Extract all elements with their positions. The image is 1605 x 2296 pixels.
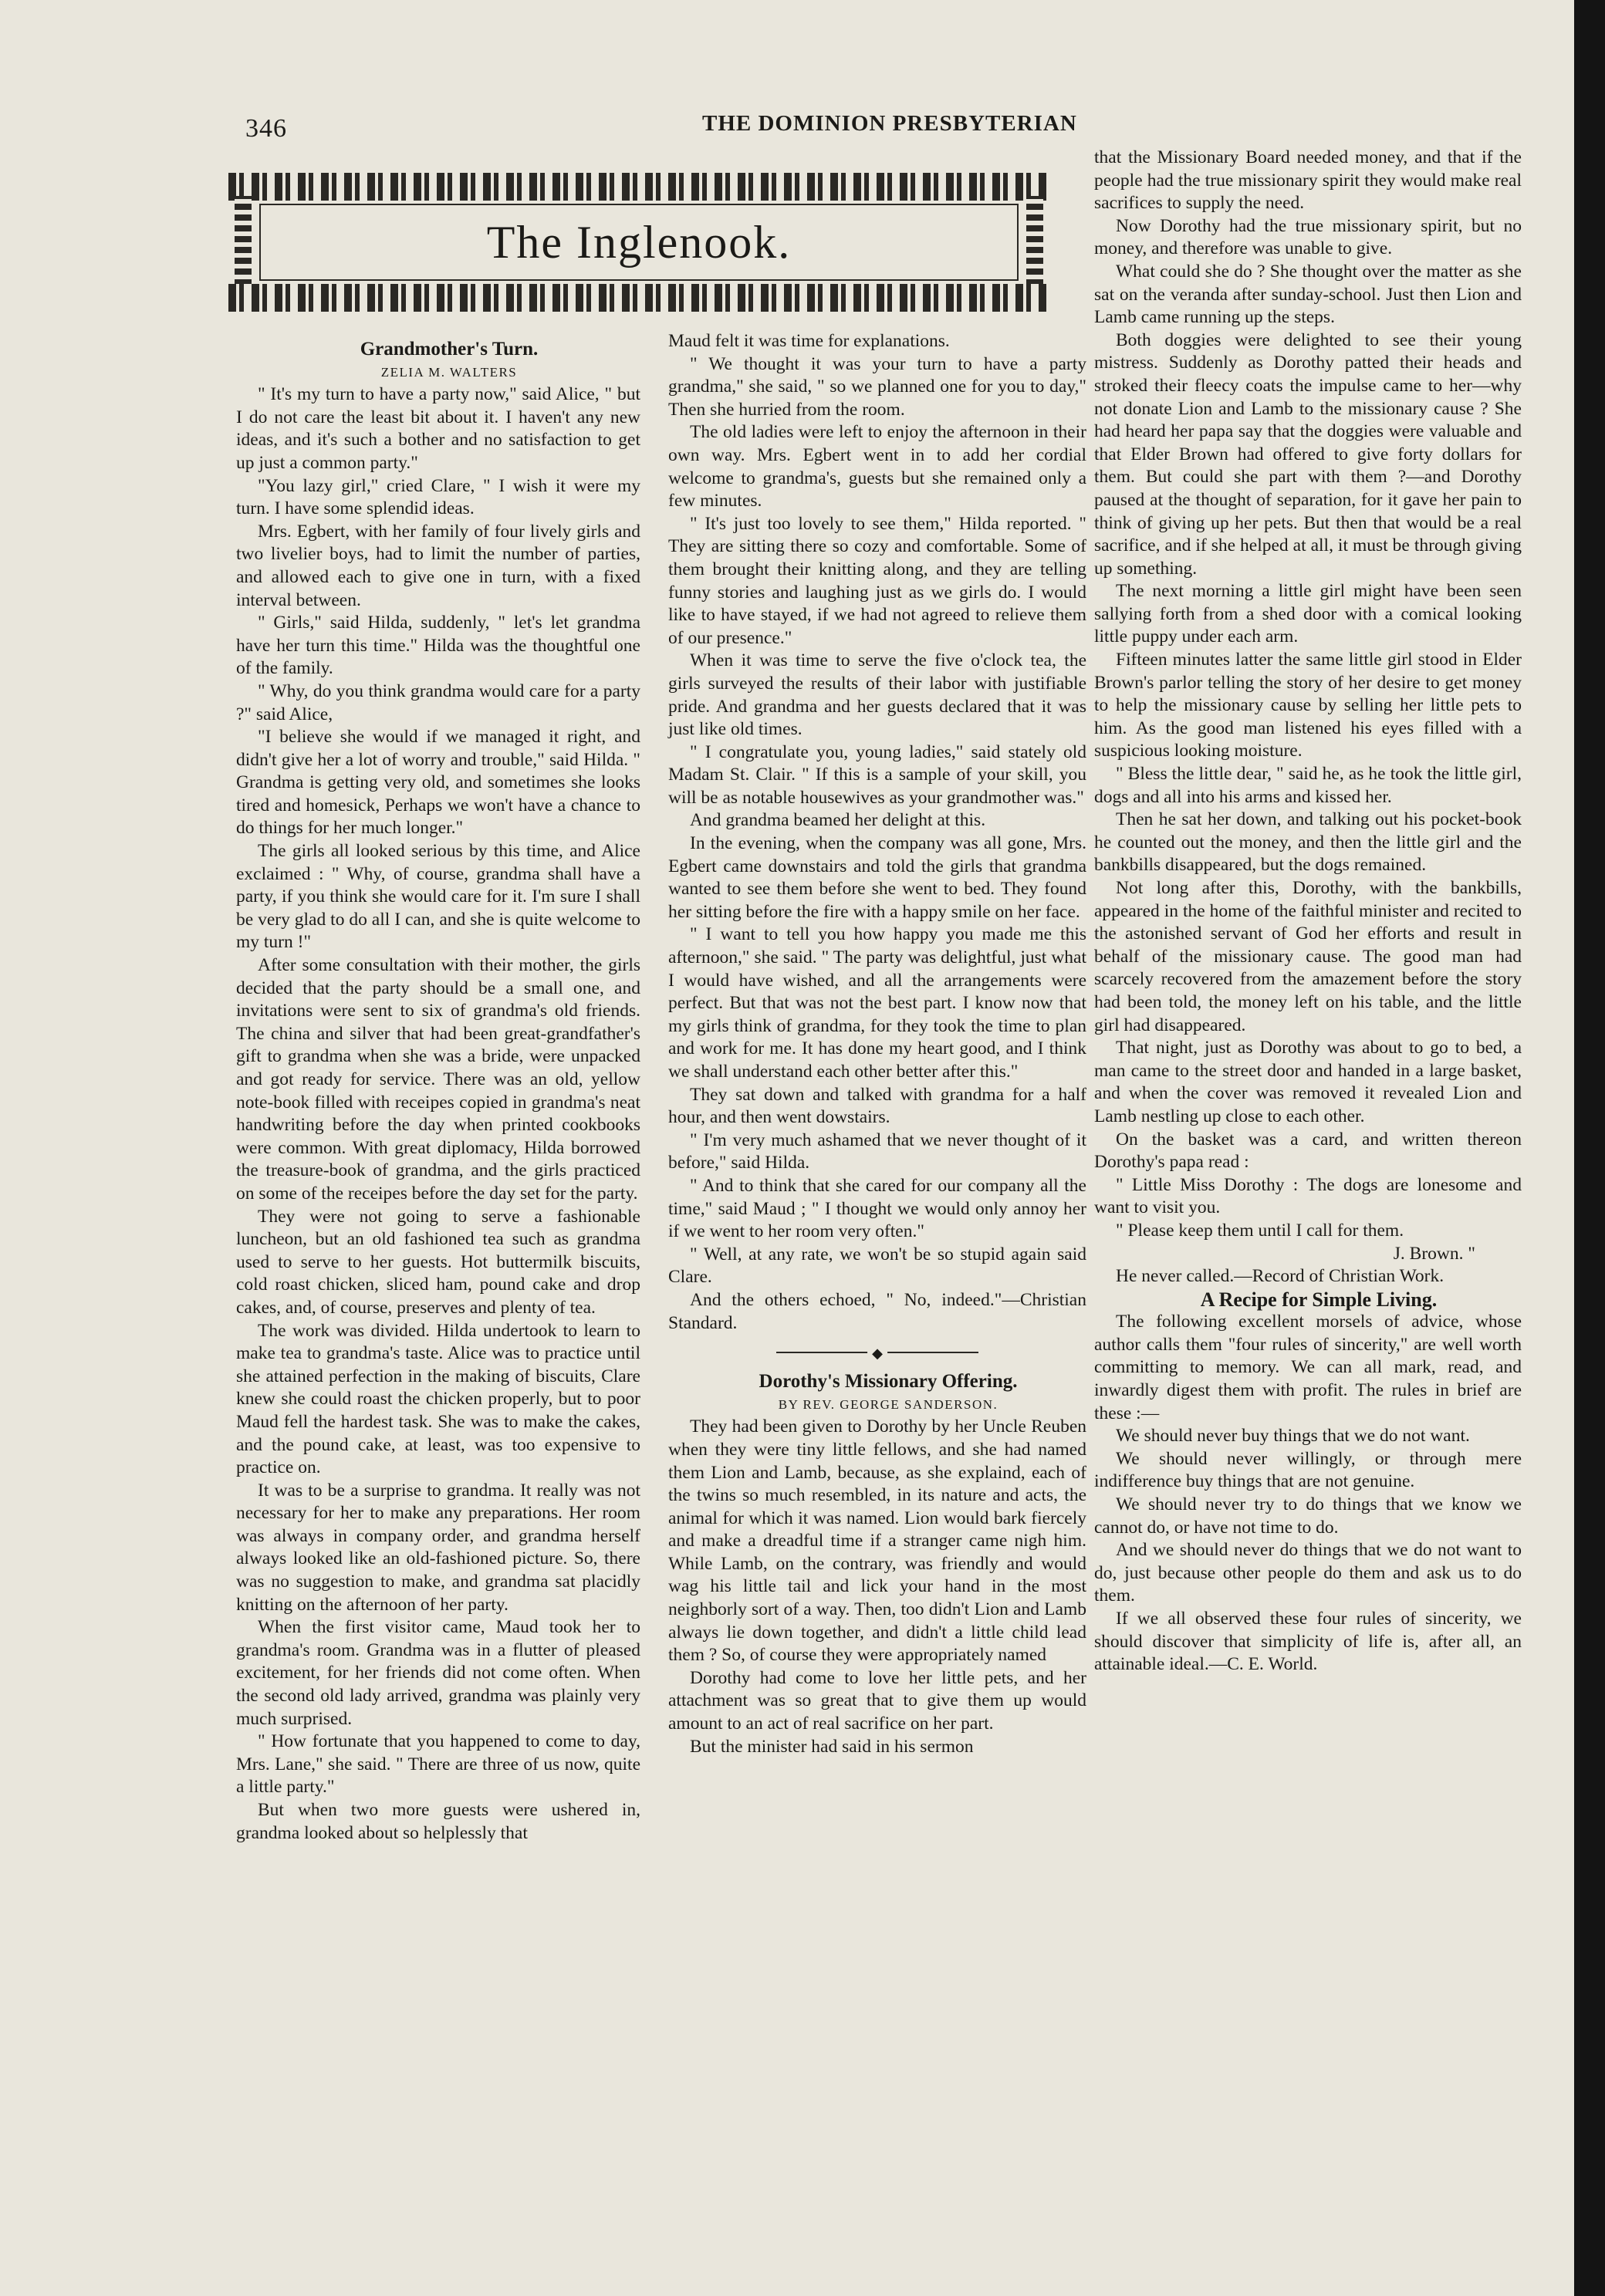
paragraph: " Please keep them until I call for them. bbox=[1116, 1220, 1404, 1241]
page-number: 346 bbox=[245, 114, 287, 143]
running-head: THE DOMINION PRESBYTERIAN bbox=[702, 111, 1077, 136]
paragraph: Both doggies were delighted to see their young mistress. Suddenly as Dorothy patted their heads and stroked their fleecy coats the impulse came to her—why not donate Lion and Lamb to the missionary cause ? She had heard her papa say that the doggies were valuable and that Elder Brown had offered to give forty dollars for them. But could she part with them ?—and Dorothy paused at the thought of separation, for it gave her pain to think of giving up her pets. But then that would be a real sacrifice, and if she helped at all, it must be through giving up something. bbox=[1094, 329, 1522, 579]
paragraph: " It's my turn to have a party now," said Alice, " but I do not care the least bit about it. I haven't any new ideas, and it's such a bother and no satisfaction to get up just a common party." bbox=[236, 384, 640, 473]
paragraph: Mrs. Egbert, with her family of four lively girls and two livelier boys, had to limit the number of parties, and allowed each to give one in turn, with a fixed interval between. bbox=[236, 521, 640, 610]
paragraph: " Girls," said Hilda, suddenly, " let's let grandma have her turn this time." Hilda was the thoughtful one of the family. bbox=[236, 613, 640, 679]
paragraph: that the Missionary Board needed money, and that if the people had the true missionary spirit they would make real sacrifices to supply the need. bbox=[1094, 147, 1522, 214]
paragraph: They were not going to serve a fashionable luncheon, but an old fashioned tea such as grandma used to serve to her guests. Hot buttermilk biscuits, cold roast chicken, sliced ham, pound cake and drop cakes, and, of course, preserves and plenty of tea. bbox=[236, 1206, 640, 1318]
paragraph: If we all observed these four rules of sincerity, we should discover that simplicity of life is, after all, an attainable ideal.—C. E. World. bbox=[1094, 1609, 1522, 1675]
paragraph: " I want to tell you how happy you made me this afternoon," she said. " The party was delightful, just what I would have wished, and all the arrangements were perfect. But that was not the best part. I know now that my girls think of grandma, for they took the time to plan and work for me. It has done my heart good, and I think we shall understand each other better after this." bbox=[668, 924, 1086, 1082]
paragraph: It was to be a surprise to grandma. It really was not necessary for her to make any preparations. Her room was always in company order, and grandma herself always looked like an old-fashioned picture. So, there was no suggestion to make, and grandma sat placidly knitting on the afternoon of her party. bbox=[236, 1480, 640, 1615]
paragraph: Now Dorothy had the true missionary spirit, but no money, and therefore was unable to give. bbox=[1094, 215, 1522, 259]
paragraph: " Little Miss Dorothy : The dogs are lonesome and want to visit you. bbox=[1094, 1174, 1522, 1218]
paragraph: Fifteen minutes latter the same little girl stood in Elder Brown's parlor telling the story of her desire to get money to help the missionary cause by selling her little pets to him. As the good man listened his eyes filled with a suspicious looking moisture. bbox=[1094, 650, 1522, 761]
divider-ornament: ◆ bbox=[867, 1342, 887, 1366]
paragraph: When the first visitor came, Maud took her to grandma's room. Grandma was in a flutter of pleased excitement, for her friends did not come often. When the second old lady arrived, grandma was plainly very much surprised. bbox=[236, 1617, 640, 1729]
paragraph: They had been given to Dorothy by her Uncle Reuben when they were tiny little fellows, and she had named them Lion and Lamb, because, as she explaind, each of the twins so much resembled, in its nature and acts, the animal for which it was named. Lion would bark fiercely and make a dreadful time if a stranger came nigh him. While Lamb, on the contrary, was friendly and would wag his little tail and lick your hand in the most neighborly sort of a way. Then, too didn't Lion and Lamb always lie down together, and didn't a little child lead them ? So, of course they were appropriately named bbox=[668, 1416, 1086, 1666]
article-byline-walters: ZELIA M. WALTERS bbox=[380, 364, 518, 380]
paragraph: We should never buy things that we do not want. bbox=[1116, 1426, 1470, 1447]
paragraph: Dorothy had come to love her little pets, and her attachment was so great that to give them up would amount to an act of real sacrifice on her part. bbox=[668, 1667, 1086, 1734]
paragraph: Maud felt it was time for explanations. bbox=[668, 331, 950, 351]
section-banner bbox=[228, 165, 1049, 316]
paragraph: " It's just too lovely to see them," Hilda reported. " They are sitting there so cozy and comfortable. Some of them brought their knitting along, and they are telling funny stories and laughing just as we girls do. I would like to have stayed, if we had not agreed to relieve them of our presence." bbox=[668, 513, 1086, 648]
paragraph: The following excellent morsels of advice, whose author calls them "four rules of sincerity," are well worth committing to memory. We can all mark, read, and inwardly digest them with profit. The rules in brief are these :— bbox=[1094, 1312, 1522, 1423]
article-divider bbox=[668, 1342, 1086, 1362]
ornament-border-top bbox=[228, 173, 1049, 201]
section-title-frame bbox=[259, 204, 1019, 281]
column-2 bbox=[668, 330, 1086, 1758]
article-byline-sanderson: BY REV. GEORGE SANDERSON. bbox=[778, 1396, 998, 1412]
paragraph: When it was time to serve the five o'clock tea, the girls surveyed the results of their labor with justifiable pride. And grandma and her guests declared that it was just like old times. bbox=[668, 650, 1086, 740]
paragraph: The next morning a little girl might have been seen sallying forth from a shed door with a comical looking little puppy under each arm. bbox=[1094, 581, 1522, 647]
paragraph: We should never willingly, or through mere indifference buy things that are not genuine. bbox=[1094, 1448, 1522, 1492]
paragraph: " How fortunate that you happened to come to day, Mrs. Lane," she said. " There are three of us now, quite a little party." bbox=[236, 1731, 640, 1798]
column-3 bbox=[1094, 147, 1522, 1676]
paragraph: " I congratulate you, young ladies," said stately old Madam St. Clair. " If this is a sample of your skill, you will be as notable housewives as your grandmother was." bbox=[668, 741, 1086, 808]
paragraph: " Well, at any rate, we won't be so stupid again said Clare. bbox=[668, 1244, 1086, 1288]
paragraph: Not long after this, Dorothy, with the bankbills, appeared in the home of the faithful minister and recited to the astonished servant of God her efforts and result in behalf of the missionary cause. The good man had scarcely recovered from the amazement before the story had been told, the money left on his table, and the little girl had disappeared. bbox=[1094, 878, 1522, 1035]
paragraph: That night, just as Dorothy was about to go to bed, a man came to the street door and handed in a large basket, and when the cover was removed it revealed Lion and Lamb nestling up close to each other. bbox=[1094, 1038, 1522, 1126]
article-title-dorothys-offering: Dorothy's Missionary Offering. bbox=[759, 1371, 1018, 1393]
paragraph: " I'm very much ashamed that we never thought of it before," said Hilda. bbox=[668, 1129, 1086, 1173]
article-title-grandmothers-turn: Grandmother's Turn. bbox=[360, 339, 539, 360]
paragraph: The girls all looked serious by this time, and Alice exclaimed : " Why, of course, grandma shall have a party, if you think she would care for it. I'm sure I shall be very glad to do all I can, and she is quite welcome to my turn !" bbox=[236, 841, 640, 953]
paragraph: " Bless the little dear, " said he, as he took the little girl, dogs and all into his arms and kissed her. bbox=[1094, 764, 1522, 807]
letter-signature: J. Brown. " bbox=[1393, 1243, 1475, 1264]
ornament-border-bottom bbox=[228, 284, 1049, 312]
section-title: The Inglenook. bbox=[486, 216, 792, 268]
paragraph: " Why, do you think grandma would care for a party ?" said Alice, bbox=[236, 680, 640, 724]
paragraph: But when two more guests were ushered in, grandma looked about so helplessly that bbox=[236, 1800, 640, 1843]
paragraph: But the minister had said in his sermon bbox=[690, 1736, 974, 1757]
ornament-border-left bbox=[235, 196, 252, 285]
scan-edge bbox=[1574, 0, 1605, 2296]
paragraph: "I believe she would if we managed it right, and didn't give her a lot of worry and trouble," said Hilda. " Grandma is getting very old, and sometimes she looks tired and homesick, Perhaps we won't have a chance to do things for her much longer." bbox=[236, 727, 640, 839]
paragraph: They sat down and talked with grandma for a half hour, and then went dowstairs. bbox=[668, 1084, 1086, 1128]
paragraph: And the others echoed, " No, indeed."—Christian Standard. bbox=[668, 1289, 1086, 1333]
paragraph: On the basket was a card, and written thereon Dorothy's papa read : bbox=[1094, 1129, 1522, 1173]
paragraph: After some consultation with their mother, the girls decided that the party should be a small one, and invitations were sent to six of grandma's old friends. The china and silver that had been great-grandfather's gift to grandma when she was a bride, were unpacked and got ready for service. There was an old, yellow note-book filled with receipes copied in grandma's neat handwriting before the day when printed cookbooks were common. With great diplomacy, Hilda borrowed the treasure-book of grandma, and the girls practiced on some of the receipes before the day set for the party. bbox=[236, 955, 640, 1204]
column-1 bbox=[236, 338, 640, 1845]
paragraph: And we should never do things that we do not want to do, just because other people do them and ask us to do them. bbox=[1094, 1540, 1522, 1606]
paragraph: We should never try to do things that we know we cannot do, or have not time to do. bbox=[1094, 1494, 1522, 1538]
ornament-border-right bbox=[1026, 196, 1043, 285]
paragraph: What could she do ? She thought over the matter as she sat on the veranda after sunday-school. Just then Lion and Lamb came running up the steps. bbox=[1094, 261, 1522, 328]
paragraph: And grandma beamed her delight at this. bbox=[690, 810, 986, 831]
paragraph: " And to think that she cared for our company all the time," said Maud ; " I thought we would only annoy her if we went to her room very often." bbox=[668, 1175, 1086, 1242]
paragraph: Then he sat her down, and talking out his pocket-book he counted out the money, and then the little girl and the bankbills disappeared, but the dogs remained. bbox=[1094, 809, 1522, 876]
paragraph: In the evening, when the company was all gone, Mrs. Egbert came downstairs and told the girls that grandma wanted to see them before she went to bed. They found her sitting before the fire with a happy smile on her face. bbox=[668, 833, 1086, 922]
paragraph: The work was divided. Hilda undertook to learn to make tea to grandma's taste. Alice was to practice until she attained perfection in the making of biscuits, Clare knew she could roast the chicken properly, but to poor Maud fell the hardest task. She was to make the cakes, and the pound cake, at least, was too expensive to practice on. bbox=[236, 1320, 640, 1478]
paragraph: "You lazy girl," cried Clare, " I wish it were my turn. I have some splendid ideas. bbox=[236, 475, 640, 519]
paragraph: The old ladies were left to enjoy the afternoon in their own way. Mrs. Egbert went in to add her cordial welcome to grandma's, guests but she remained only a few minutes. bbox=[668, 422, 1086, 512]
paragraph: He never called.—Record of Christian Work. bbox=[1116, 1266, 1444, 1287]
article-title-recipe: A Recipe for Simple Living. bbox=[1200, 1288, 1438, 1311]
paragraph: " We thought it was your turn to have a party grandma," she said, " so we planned one for you to day," Then she hurried from the room. bbox=[668, 353, 1086, 420]
